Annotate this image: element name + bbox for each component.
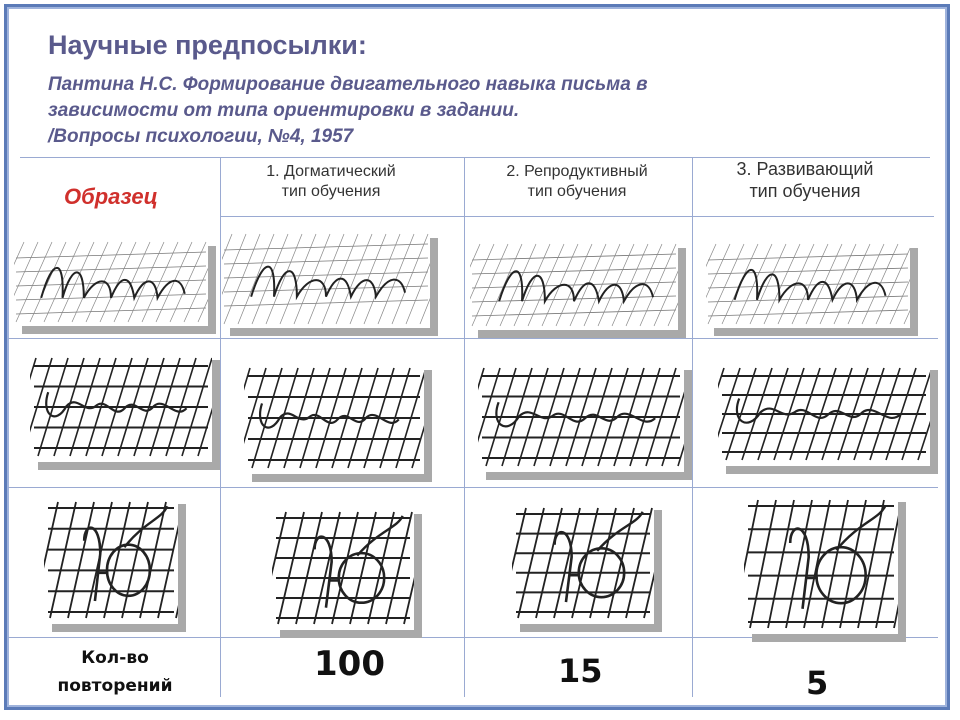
count-reproductive: 15 — [558, 652, 603, 690]
column-header-line1: 3. Развивающий — [736, 159, 874, 179]
handwriting-sample-dogmatic-row3 — [272, 506, 422, 638]
handwriting-image — [244, 362, 424, 474]
page-title: Научные предпосылки: — [48, 30, 367, 60]
sample-label: Образец — [64, 184, 158, 209]
handwriting-image — [478, 362, 684, 472]
handwriting-sample-developing-row1 — [706, 240, 918, 336]
column-header-line1: 1. Догматический — [266, 163, 396, 180]
handwriting-sample-developing-row3 — [744, 494, 906, 642]
handwriting-sample-dogmatic-row1 — [222, 230, 438, 336]
handwriting-sample-sample-row2 — [30, 352, 220, 470]
handwriting-image — [744, 494, 898, 634]
row-divider-2 — [8, 487, 938, 488]
repetitions-label-line1: Кол-во — [81, 648, 149, 668]
citation-line-3: /Вопросы психологии, №4, 1957 — [48, 126, 354, 147]
handwriting-sample-reproductive-row2 — [478, 362, 692, 480]
column-header-reproductive — [470, 162, 684, 202]
handwriting-sample-reproductive-row3 — [512, 502, 662, 632]
repetitions-label-line2: повторений — [57, 676, 173, 696]
handwriting-image — [222, 230, 430, 328]
table-header-line — [220, 216, 934, 217]
citation-line-2: зависимости от типа ориентировки в задании. — [48, 100, 520, 121]
citation-line-1: Пантина Н.С. Формирование двигательного навыка письма в — [48, 74, 648, 95]
column-header-dogmatic — [226, 162, 436, 202]
handwriting-sample-dogmatic-row2 — [244, 362, 432, 482]
citation — [48, 72, 848, 150]
column-header-line2: тип обучения — [527, 183, 627, 200]
repetitions-label — [40, 644, 190, 700]
handwriting-sample-sample-row1 — [14, 238, 216, 334]
column-header-line2: тип обучения — [749, 181, 861, 201]
handwriting-image — [44, 496, 178, 624]
handwriting-image — [272, 506, 414, 630]
handwriting-sample-sample-row3 — [44, 496, 186, 632]
handwriting-image — [718, 362, 930, 466]
handwriting-image — [706, 240, 910, 328]
count-dogmatic: 100 — [314, 644, 385, 684]
handwriting-sample-developing-row2 — [718, 362, 938, 474]
handwriting-sample-reproductive-row1 — [470, 240, 686, 338]
col-divider-2 — [464, 157, 465, 697]
handwriting-image — [30, 352, 212, 462]
handwriting-image — [470, 240, 678, 330]
count-developing: 5 — [806, 664, 829, 702]
row-divider-1 — [8, 338, 938, 339]
column-header-line2: тип обучения — [281, 183, 381, 200]
column-header-line1: 2. Репродуктивный — [506, 163, 648, 180]
handwriting-image — [512, 502, 654, 624]
col-divider-3 — [692, 157, 693, 697]
column-header-developing — [700, 158, 910, 202]
handwriting-image — [14, 238, 208, 326]
col-divider-1 — [220, 157, 221, 697]
